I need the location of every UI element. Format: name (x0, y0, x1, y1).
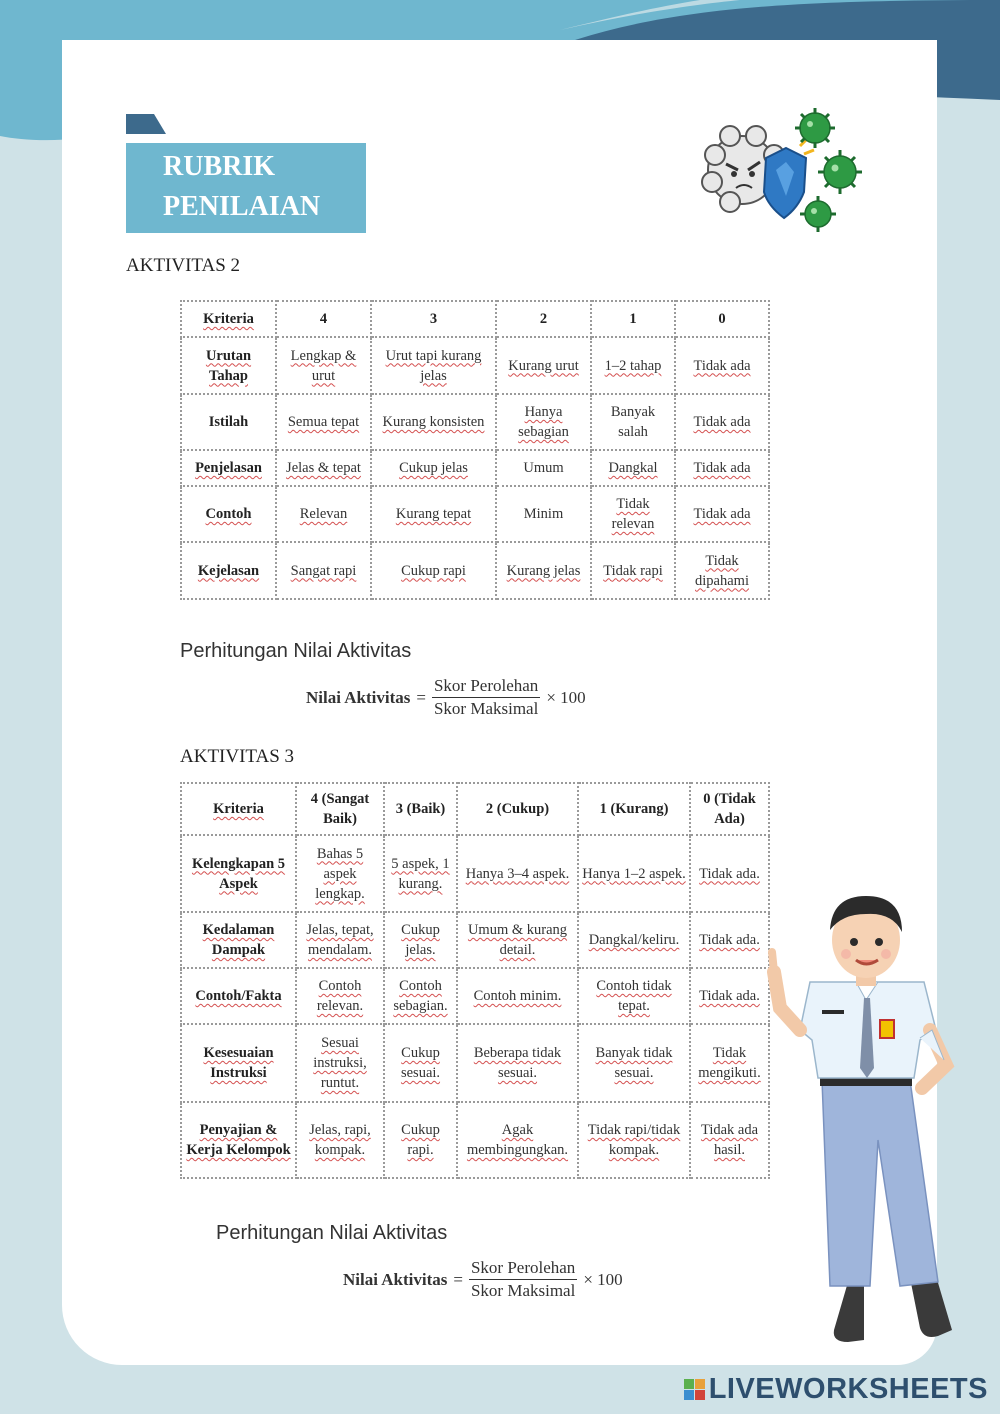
table-row (181, 542, 769, 599)
column-header: Kriteria (181, 301, 276, 337)
table-row (181, 968, 769, 1024)
table-cell: Kurang konsisten (371, 394, 496, 450)
table-cell: Tidak ada (675, 394, 769, 450)
formula-fraction (432, 676, 540, 719)
page-title-line1: RUBRIK (163, 151, 276, 182)
table-row (181, 486, 769, 542)
table-cell: Lengkap & urut (276, 337, 371, 394)
table-cell: Sesuai instruksi, runtut. (296, 1024, 384, 1102)
table-header-row (181, 301, 769, 337)
table-cell: Banyak tidak sesuai. (578, 1024, 690, 1102)
criteria-cell: Penjelasan (181, 450, 276, 486)
criteria-cell: Kesesuaian Instruksi (181, 1024, 296, 1102)
column-header: 1 (591, 301, 675, 337)
table-row (181, 912, 769, 968)
table-row (181, 394, 769, 450)
criteria-cell: Kejelasan (181, 542, 276, 599)
formula-multiplier: × 100 (546, 687, 586, 707)
column-header: 0 (675, 301, 769, 337)
table-cell: Minim (496, 486, 591, 542)
criteria-cell: Urutan Tahap (181, 337, 276, 394)
criteria-cell: Penyajian & Kerja Kelompok (181, 1102, 296, 1178)
table-cell: Tidak rapi/tidak kompak. (578, 1102, 690, 1178)
liveworksheets-watermark (684, 1373, 988, 1406)
table-cell: Tidak mengikuti. (690, 1024, 769, 1102)
column-header: 4 (Sangat Baik) (296, 783, 384, 835)
table-cell: Relevan (276, 486, 371, 542)
page-title (126, 143, 366, 233)
criteria-cell: Kedalaman Dampak (181, 912, 296, 968)
table-cell: Hanya 1–2 aspek. (578, 835, 690, 912)
column-header: 1 (Kurang) (578, 783, 690, 835)
activity3-label: AKTIVITAS 3 (180, 746, 295, 767)
table-cell: Banyak salah (591, 394, 675, 450)
column-header: 4 (276, 301, 371, 337)
table-cell: Tidak dipahami (675, 542, 769, 599)
virus-shield-illustration (690, 100, 870, 240)
column-header: 2 (Cukup) (457, 783, 578, 835)
table-cell: Tidak relevan (591, 486, 675, 542)
table-cell: Jelas, tepat, mendalam. (296, 912, 384, 968)
activity3-formula (343, 1258, 623, 1301)
table-cell: Hanya 3–4 aspek. (457, 835, 578, 912)
formula-denominator: Skor Maksimal (470, 1281, 576, 1300)
table-row (181, 1024, 769, 1102)
column-header: 2 (496, 301, 591, 337)
criteria-cell: Istilah (181, 394, 276, 450)
table-cell: Tidak rapi (591, 542, 675, 599)
formula-lhs: Nilai Aktivitas (306, 687, 411, 707)
table-cell: Dangkal/keliru. (578, 912, 690, 968)
table-cell: Hanya sebagian (496, 394, 591, 450)
column-header: 3 (371, 301, 496, 337)
column-header: 3 (Baik) (384, 783, 457, 835)
table-cell: Cukup rapi. (384, 1102, 457, 1178)
criteria-cell: Kelengkapan 5 Aspek (181, 835, 296, 912)
table-row (181, 835, 769, 912)
table-cell: Kurang tepat (371, 486, 496, 542)
table-cell: Contoh relevan. (296, 968, 384, 1024)
table-cell: Cukup rapi (371, 542, 496, 599)
activity3-rubric-table (180, 782, 770, 1179)
table-cell: Jelas, rapi, kompak. (296, 1102, 384, 1178)
table-cell: Kurang jelas (496, 542, 591, 599)
table-cell: Tidak ada (675, 486, 769, 542)
table-cell: Bahas 5 aspek lengkap. (296, 835, 384, 912)
table-cell: 1–2 tahap (591, 337, 675, 394)
formula-equals: = (453, 1269, 463, 1289)
table-cell: Urut tapi kurang jelas (371, 337, 496, 394)
table-cell: Tidak ada (675, 337, 769, 394)
table-cell: Cukup sesuai. (384, 1024, 457, 1102)
table-cell: Jelas & tepat (276, 450, 371, 486)
column-header: Kriteria (181, 783, 296, 835)
activity2-rubric-table (180, 300, 770, 600)
table-header-row (181, 783, 769, 835)
table-cell: Sangat rapi (276, 542, 371, 599)
table-cell: Tidak ada (675, 450, 769, 486)
table-cell: Umum (496, 450, 591, 486)
table-cell: Contoh sebagian. (384, 968, 457, 1024)
table-cell: Agak membingungkan. (457, 1102, 578, 1178)
table-cell: Tidak ada hasil. (690, 1102, 769, 1178)
student-illustration (760, 890, 970, 1350)
watermark-text: LIVEWORKSHEETS (708, 1373, 988, 1405)
formula-denominator: Skor Maksimal (433, 699, 539, 718)
column-header: 0 (Tidak Ada) (690, 783, 769, 835)
table-cell: 5 aspek, 1 kurang. (384, 835, 457, 912)
table-row (181, 450, 769, 486)
formula-multiplier: × 100 (583, 1269, 623, 1289)
page-title-line2: PENILAIAN (163, 191, 321, 222)
table-cell: Tidak ada. (690, 912, 769, 968)
table-row (181, 1102, 769, 1178)
table-row (181, 337, 769, 394)
formula-fraction (469, 1258, 577, 1301)
table-cell: Tidak ada. (690, 835, 769, 912)
formula-lhs: Nilai Aktivitas (343, 1269, 448, 1289)
activity2-label: AKTIVITAS 2 (126, 255, 241, 276)
table-cell: Kurang urut (496, 337, 591, 394)
table-cell: Cukup jelas (371, 450, 496, 486)
table-cell: Umum & kurang detail. (457, 912, 578, 968)
table-cell: Contoh minim. (457, 968, 578, 1024)
table-cell: Tidak ada. (690, 968, 769, 1024)
activity3-calc-title: Perhitungan Nilai Aktivitas (216, 1222, 448, 1244)
criteria-cell: Contoh (181, 486, 276, 542)
activity2-calc-title: Perhitungan Nilai Aktivitas (180, 640, 412, 662)
liveworksheets-logo-icon (684, 1379, 705, 1400)
table-cell: Semua tepat (276, 394, 371, 450)
formula-equals: = (416, 687, 426, 707)
formula-numerator: Skor Perolehan (432, 676, 540, 698)
formula-numerator: Skor Perolehan (469, 1258, 577, 1280)
table-cell: Contoh tidak tepat. (578, 968, 690, 1024)
table-cell: Beberapa tidak sesuai. (457, 1024, 578, 1102)
activity2-formula (306, 676, 586, 719)
table-cell: Dangkal (591, 450, 675, 486)
table-cell: Cukup jelas. (384, 912, 457, 968)
criteria-cell: Contoh/Fakta (181, 968, 296, 1024)
